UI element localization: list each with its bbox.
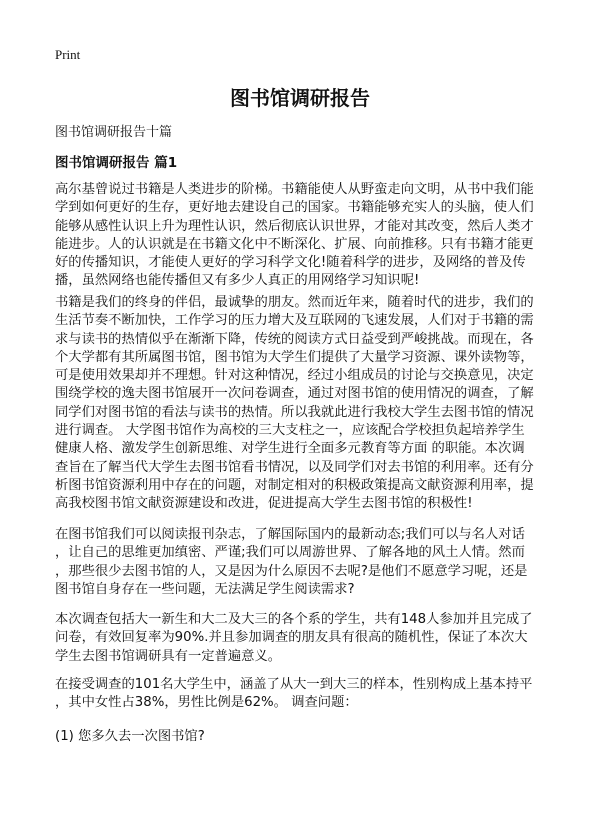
paragraph-line: 在图书馆我们可以阅读报刊杂志，了解国际国内的最新动态;我们可以与名人对话: [55, 527, 525, 542]
paragraph-line: 围绕学校的逸夫图书馆展开一次问卷调查，通过对图书馆的使用情况的调查，了解: [55, 386, 534, 402]
paragraph-line: 播，虽然网络也能传播但又有多少人真正的用网络学习知识呢!: [55, 273, 420, 289]
paragraph: [55, 294, 534, 514]
paragraph-line: 健康人格、激发学生创新思维、对学生进行全面多元教育等方面 的职能。本次调: [55, 441, 525, 457]
paragraph-line: 高尔基曾说过书籍是人类进步的阶梯。书籍能使人从野蛮走向文明，从书中我们能: [55, 182, 534, 197]
paragraph-line: 问卷，有效回复率为90%.并且参加调查的朋友具有很高的随机性，保证了本次大: [55, 630, 528, 646]
paragraph-line: ，那些很少去图书馆的人，又是因为什么原因不去呢?是他们不愿意学习呢，还是: [55, 563, 528, 579]
paragraph-line: 本次调查包括大一新生和大二及大三的各个系的学生，共有148人参加并且完成了: [55, 612, 533, 627]
paragraph-line: 个大学都有其所属图书馆，图书馆为大学生们提供了大量学习资源、课外读物等，: [55, 349, 534, 365]
paragraph-line: 图书馆自身存在一些问题，无法满足学生阅读需求?: [55, 581, 355, 597]
print-link[interactable]: Print: [55, 47, 81, 62]
paragraph-line: ，其中女性占38%，男性比例是62%。 调查问题：: [55, 695, 358, 711]
paragraph-line: 求与读书的热情似乎在渐渐下降，传统的阅读方式日益受到严峻挑战。而现在，各: [55, 331, 534, 347]
paragraph-line: 高我校图书馆文献资源建设和改进，促进提高大学生去图书馆的积极性!: [55, 496, 473, 512]
paragraph-line: (1) 您多久去一次图书馆?: [55, 729, 205, 744]
section-heading: 图书馆调研报告 篇1: [55, 155, 178, 171]
document-title: 图书馆调研报告: [230, 86, 370, 110]
paragraph-line: 生活节奏不断加快，工作学习的压力增大及互联网的飞速发展，人们对于书籍的需: [55, 313, 534, 329]
paragraph-line: 析图书馆资源利用中存在的问题，对制定相对的积极政策提高文献资源利用率，提: [55, 477, 534, 493]
paragraph: [55, 611, 532, 666]
paragraph-line: 学生去图书馆调研具有一定普遍意义。: [55, 648, 282, 664]
paragraph-line: 书籍是我们的终身的伴侣，最诚挚的朋友。然而近年来，随着时代的进步，我们的: [55, 295, 534, 310]
document-subtitle: 图书馆调研报告十篇: [55, 125, 173, 140]
paragraph-line: 同学们对图书馆的看法与读书的热情。所以我就此进行我校大学生去图书馆的情况: [55, 404, 534, 420]
paragraph: [55, 526, 527, 599]
paragraph: [55, 181, 534, 291]
paragraph-line: 能进步。人的认识就是在书籍文化中不断深化、扩展、向前推移。只有书籍才能更: [55, 236, 534, 252]
paragraph-line: 能够从感性认识上升为理性认识，然后彻底认识世界，才能对其改变，然后人类才: [55, 218, 534, 234]
paragraph-line: 好的传播知识，才能使人更好的学习科学文化!随着科学的进步，及网络的普及传: [55, 255, 526, 271]
paragraph: [55, 676, 532, 713]
paragraph-line: 进行调查。 大学图书馆作为高校的三大支柱之一，应该配合学校担负起培养学生: [55, 423, 525, 439]
paragraph-line: ，让自己的思维更加缜密、严谨;我们可以周游世界、了解各地的风土人情。然而: [55, 545, 525, 561]
paragraph: [55, 728, 205, 746]
paragraph-line: 查旨在了解当代大学生去图书馆看书情况，以及同学们对去书馆的利用率。还有分: [55, 459, 534, 475]
paragraph-line: 在接受调查的101名大学生中，涵盖了从大一到大三的样本，性别构成上基本持平: [55, 677, 533, 692]
paragraph-line: 学到如何更好的生存，更好地去建设自己的国家。书籍能够充实人的头脑，使人们: [55, 200, 534, 216]
paragraph-line: 可是使用效果却并不理想。针对这种情况，经过小组成员的讨论与交换意见，决定: [55, 368, 534, 384]
